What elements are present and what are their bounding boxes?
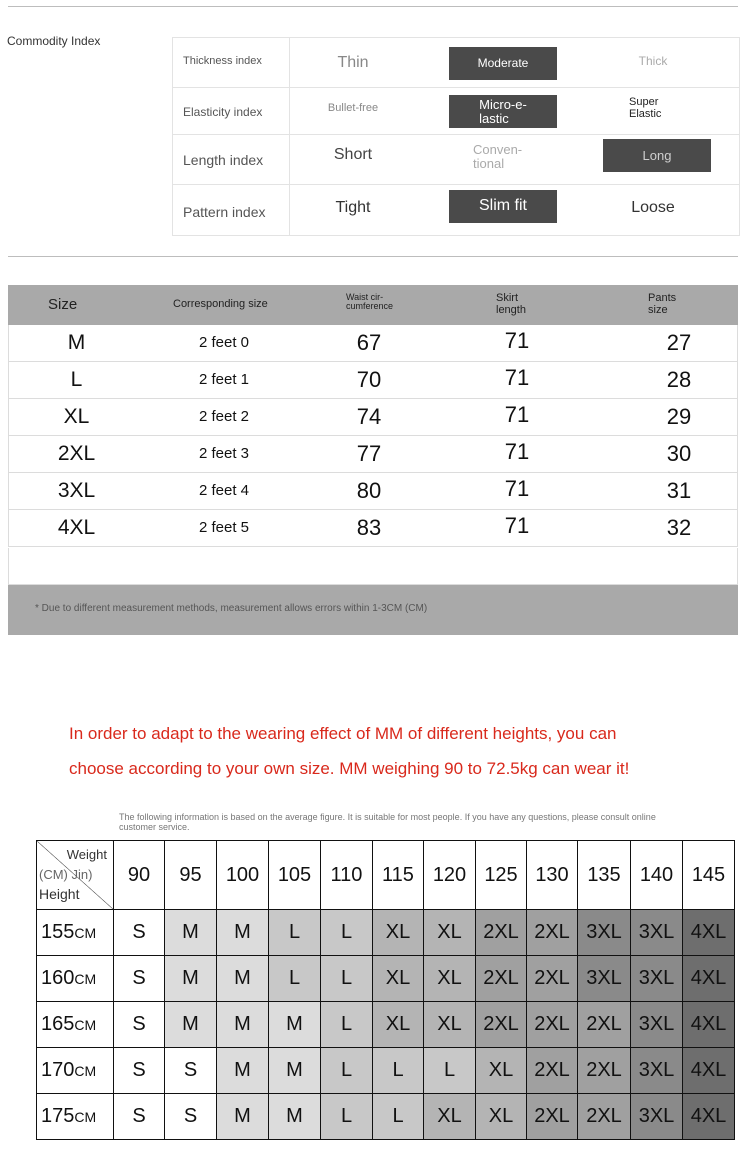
weight-cell: 135 (578, 841, 631, 910)
size-cell: M (217, 1002, 269, 1048)
size-cell: 2XL (527, 910, 578, 956)
size-cell: 31 (666, 478, 692, 503)
size-row (8, 325, 738, 362)
corner-height-label: Height (39, 886, 80, 902)
ci-row-0 (173, 38, 739, 88)
size-cell: M (217, 910, 269, 956)
size-cell: 32 (666, 515, 692, 540)
ci-option: Conven- tional (473, 142, 523, 171)
ci-option: Slim fit (449, 190, 557, 223)
size-cell: 71 (504, 402, 530, 427)
size-cell: XL (476, 1048, 527, 1094)
weight-cell: 120 (424, 841, 476, 910)
size-row (8, 399, 738, 436)
size-cell: S (165, 1094, 217, 1140)
weight-cell: 115 (373, 841, 424, 910)
size-header-2: Waist cir- cumference (346, 292, 394, 312)
weight-cell: 110 (321, 841, 373, 910)
size-cell: S (114, 910, 165, 956)
size-cell: 27 (666, 330, 692, 355)
measurement-note: * Due to different measurement methods, measurement allows errors within 1-3CM (CM) (35, 603, 428, 614)
ci-option: Short (333, 146, 373, 163)
weight-cell: 105 (269, 841, 321, 910)
height-cell (37, 1048, 114, 1094)
ci-option: Super Elastic (629, 96, 662, 120)
size-cell: S (114, 1048, 165, 1094)
size-cell: 2 feet 1 (198, 371, 250, 388)
corner-cell (37, 841, 114, 910)
size-cell: 3XL (578, 956, 631, 1002)
ci-option: Bullet-free (327, 102, 379, 114)
notice-line-2: choose according to your own size. MM weighing 90 to 72.5kg can wear it! (69, 759, 630, 778)
ci-row-1 (173, 87, 739, 135)
size-cell: M (269, 1048, 321, 1094)
size-cell: L (321, 1048, 373, 1094)
size-cell: S (114, 956, 165, 1002)
ci-row-3 (173, 184, 739, 235)
size-cell: 71 (504, 328, 530, 353)
size-header-0: Size (48, 296, 78, 313)
weight-cell: 90 (114, 841, 165, 910)
size-cell: 2 feet 5 (198, 519, 250, 536)
height-cell (37, 1002, 114, 1048)
corner-unit-label: (CM) Jin) (39, 867, 93, 882)
size-cell: L (321, 956, 373, 1002)
size-cell: S (114, 1094, 165, 1140)
size-cell: L (424, 1048, 476, 1094)
size-cell: 2 feet 4 (198, 482, 250, 499)
size-cell: 3XL (631, 910, 683, 956)
size-cell: 2XL (476, 910, 527, 956)
size-row (8, 436, 738, 473)
measurement-note-bar (8, 585, 738, 635)
height-unit: CM (74, 971, 97, 987)
size-cell: L (269, 956, 321, 1002)
size-cell: 3XL (631, 1002, 683, 1048)
size-table-header (8, 285, 738, 325)
size-cell: 2XL (476, 1002, 527, 1048)
size-cell: 3XL (631, 1094, 683, 1140)
size-cell: 2XL (527, 1094, 578, 1140)
ci-row-name: Elasticity index (183, 105, 263, 119)
size-cell: XL (424, 910, 476, 956)
height-value: 175 (41, 1105, 75, 1127)
size-cell: XL (476, 1094, 527, 1140)
size-cell: 83 (356, 515, 382, 540)
ci-row-name: Thickness index (183, 55, 262, 67)
size-cell: 71 (504, 513, 530, 538)
size-cell: M (269, 1094, 321, 1140)
size-cell: M (67, 331, 86, 354)
size-cell: 30 (666, 441, 692, 466)
size-cell: M (165, 910, 217, 956)
weight-cell: 95 (165, 841, 217, 910)
ci-row-name: Length index (183, 152, 264, 168)
ci-divider (289, 184, 290, 235)
weight-cell: 130 (527, 841, 578, 910)
height-row (37, 956, 735, 1002)
ci-row-name: Pattern index (183, 204, 266, 220)
size-cell: 3XL (631, 956, 683, 1002)
ci-option: Tight (335, 199, 371, 216)
size-cell: 4XL (57, 516, 96, 539)
size-cell: 2XL (527, 1002, 578, 1048)
height-row (37, 910, 735, 956)
size-cell: 4XL (683, 910, 735, 956)
size-cell: S (114, 1002, 165, 1048)
height-value: 170 (41, 1059, 75, 1081)
height-cell (37, 956, 114, 1002)
height-unit: CM (74, 1017, 97, 1033)
size-cell: L (321, 910, 373, 956)
weight-cell: 125 (476, 841, 527, 910)
height-cell (37, 1094, 114, 1140)
weight-cell: 145 (683, 841, 735, 910)
ci-option: Thin (337, 54, 369, 71)
ci-divider (289, 134, 290, 184)
size-cell: XL (63, 405, 90, 428)
size-cell: 80 (356, 478, 382, 503)
size-header-1: Corresponding size (173, 298, 268, 310)
size-cell: 29 (666, 404, 692, 429)
size-row (8, 510, 738, 547)
size-cell: 28 (666, 367, 692, 392)
height-cell (37, 910, 114, 956)
size-cell: 4XL (683, 956, 735, 1002)
ci-row-2 (173, 134, 739, 185)
size-cell: M (217, 956, 269, 1002)
height-weight-table (36, 840, 735, 1140)
size-cell: M (165, 1002, 217, 1048)
top-divider (8, 6, 738, 7)
size-cell: M (269, 1002, 321, 1048)
size-cell: 2XL (527, 956, 578, 1002)
commodity-index-label: Commodity Index (7, 34, 101, 48)
size-cell: 71 (504, 439, 530, 464)
size-cell: 4XL (683, 1094, 735, 1140)
height-value: 165 (41, 1013, 75, 1035)
size-cell: L (269, 910, 321, 956)
size-cell: L (321, 1002, 373, 1048)
size-cell: 4XL (683, 1002, 735, 1048)
size-cell: 3XL (57, 479, 96, 502)
size-cell: L (373, 1094, 424, 1140)
size-row (8, 362, 738, 399)
size-cell: L (373, 1048, 424, 1094)
size-cell: M (217, 1048, 269, 1094)
ci-divider (289, 38, 290, 87)
height-row (37, 1048, 735, 1094)
ci-option: Micro-e- lastic (449, 95, 557, 128)
height-unit: CM (74, 925, 97, 941)
size-table-blank-row (8, 548, 738, 585)
size-cell: 67 (356, 330, 382, 355)
size-cell: S (165, 1048, 217, 1094)
size-cell: 4XL (683, 1048, 735, 1094)
size-cell: 2XL (578, 1002, 631, 1048)
size-cell: 2XL (57, 442, 96, 465)
size-cell: 2 feet 3 (198, 445, 250, 462)
ci-option: Long (603, 139, 711, 172)
weight-cell: 140 (631, 841, 683, 910)
size-cell: 71 (504, 365, 530, 390)
size-cell: 74 (356, 404, 382, 429)
size-cell: 71 (504, 476, 530, 501)
size-cell: XL (373, 956, 424, 1002)
height-row (37, 1002, 735, 1048)
size-header-3: Skirt length (496, 292, 526, 316)
height-unit: CM (74, 1109, 97, 1125)
size-cell: 2 feet 2 (198, 408, 250, 425)
corner-weight-label: Weight (66, 847, 107, 862)
size-cell: L (321, 1094, 373, 1140)
size-cell: XL (373, 910, 424, 956)
size-cell: M (217, 1094, 269, 1140)
height-value: 155 (41, 921, 75, 943)
size-cell: 2XL (578, 1094, 631, 1140)
notice-line-1: In order to adapt to the wearing effect of MM of different heights, you can (69, 724, 617, 743)
size-cell: 2XL (476, 956, 527, 1002)
size-cell: XL (373, 1002, 424, 1048)
ci-option: Thick (638, 54, 668, 68)
mid-divider (8, 256, 738, 257)
info-text: The following information is based on the average figure. It is suitable for most people. If you have any questions, please consult online customer service. (119, 812, 656, 832)
size-cell: XL (424, 956, 476, 1002)
size-cell: 3XL (578, 910, 631, 956)
size-cell: L (70, 368, 83, 391)
size-cell: 2 feet 0 (198, 334, 250, 351)
height-row (37, 1094, 735, 1140)
size-cell: 2XL (578, 1048, 631, 1094)
size-cell: XL (424, 1094, 476, 1140)
commodity-index-table (172, 37, 740, 236)
size-cell: 77 (356, 441, 382, 466)
size-row (8, 473, 738, 510)
height-unit: CM (74, 1063, 97, 1079)
ci-option: Loose (631, 199, 675, 216)
weight-cell: 100 (217, 841, 269, 910)
size-cell: 3XL (631, 1048, 683, 1094)
ci-option: Moderate (449, 47, 557, 80)
weight-header-row (37, 841, 735, 910)
size-cell: 70 (356, 367, 382, 392)
ci-divider (289, 87, 290, 134)
size-header-4: Pants size (648, 292, 677, 316)
size-cell: XL (424, 1002, 476, 1048)
height-value: 160 (41, 967, 75, 989)
size-cell: M (165, 956, 217, 1002)
size-cell: 2XL (527, 1048, 578, 1094)
